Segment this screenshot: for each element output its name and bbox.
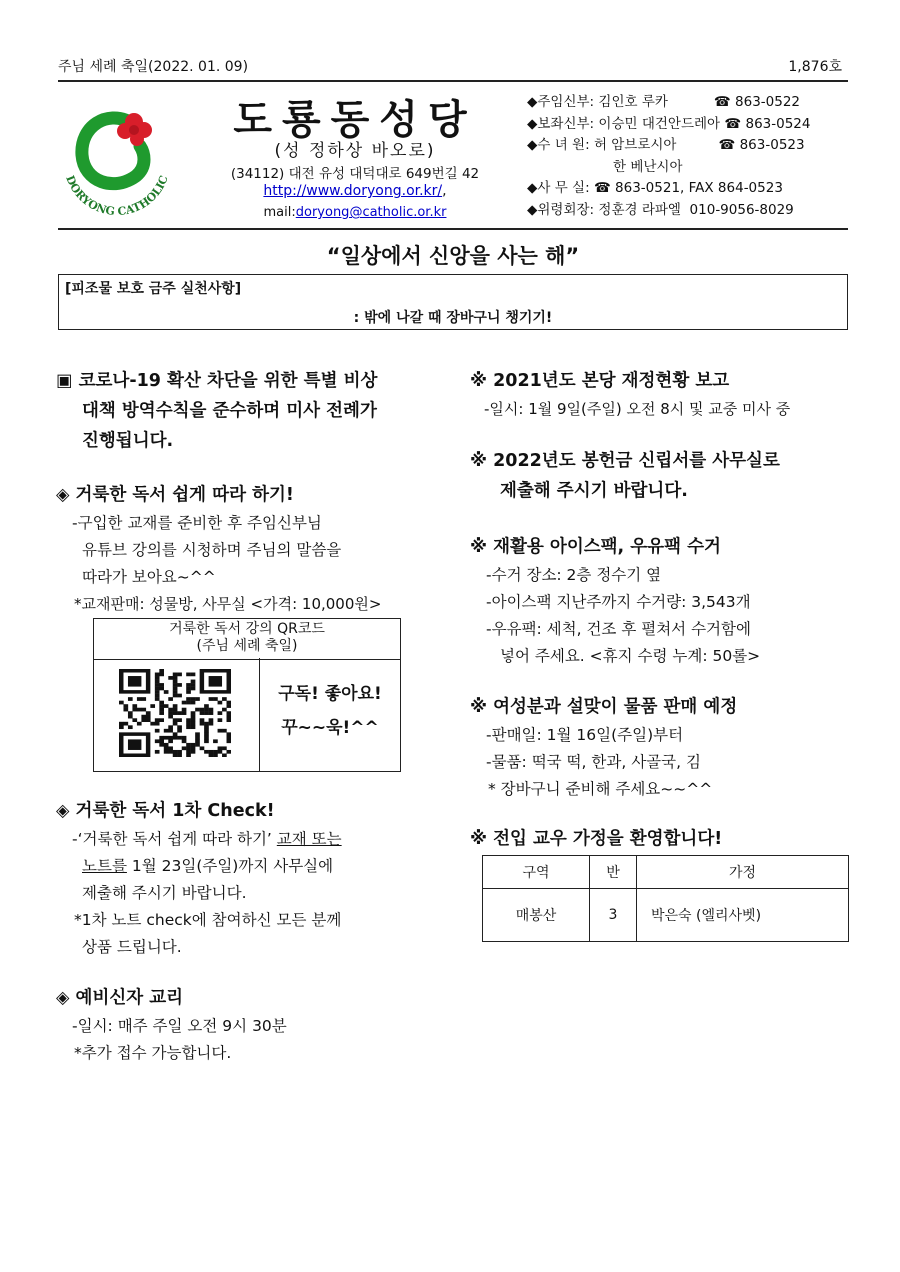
- contact-row: [527, 114, 810, 136]
- contact-name: 한 베난시아: [613, 158, 683, 175]
- header-district: 구역: [483, 856, 590, 889]
- contact-name: 이승민 대건안드레아: [598, 115, 721, 132]
- recycle-line: -수거 장소: 2층 정수기 옆: [486, 566, 662, 584]
- parish-logo: [52, 100, 182, 220]
- mail-line: [205, 205, 505, 220]
- qr-caption-line: 거룩한 독서 강의 QR코드: [169, 621, 325, 637]
- reading-line: 유튜브 강의를 시청하며 주님의 말씀을: [82, 541, 342, 559]
- check-line: *1차 노트 check에 참여하신 모든 분께: [74, 911, 342, 929]
- contact-role: ◆주임신부:: [527, 94, 595, 110]
- sale-line: -판매일: 1월 16일(주일)부터: [486, 726, 684, 744]
- reading-price-line: *교재판매: 성물방, 사무실 <가격: 10,000원>: [74, 595, 382, 613]
- reading-section: [56, 480, 446, 618]
- welcome-title: ※ 전입 교우 가정을 환영합니다!: [470, 829, 723, 849]
- contact-phone: ☎ 863-0522: [713, 94, 801, 110]
- parish-name: 도룡동성당: [233, 97, 477, 143]
- welcome-table: [482, 855, 849, 942]
- reading-line: 따라가 보아요~^^: [82, 568, 216, 586]
- reading-line: -구입한 교재를 준비한 후 주임신부님: [72, 514, 322, 532]
- catechumen-line: *추가 접수 가능합니다.: [74, 1044, 232, 1062]
- recycle-title: ※ 재활용 아이스팩, 우유팩 수거: [470, 537, 721, 557]
- check-section: [56, 796, 446, 961]
- qr-caption-line: (주님 세례 축일): [196, 638, 298, 654]
- offering-section: [470, 446, 850, 506]
- year-slogan: “일상에서 신앙을 사는 해”: [326, 244, 580, 268]
- sale-line: * 장바구니 준비해 주세요~~^^: [488, 780, 713, 798]
- issue-number: 1,876호: [788, 59, 842, 75]
- qr-code[interactable]: [119, 669, 231, 757]
- offering-line: 제출해 주시기 바랍니다.: [500, 481, 688, 501]
- contact-row: [527, 200, 810, 222]
- table-header-row: [483, 856, 849, 889]
- cell-group: 3: [590, 889, 637, 942]
- offering-line: ※ 2022년도 봉헌금 신립서를 사무실로: [470, 451, 780, 471]
- check-line: [56, 826, 446, 853]
- mail-link[interactable]: doryong@catholic.or.kr: [295, 205, 447, 220]
- check-line: 상품 드립니다.: [82, 938, 182, 956]
- logo-text: DORYONG CATHOLIC: [63, 173, 171, 219]
- header-bottom-rule: [58, 228, 848, 230]
- header-family: 가정: [637, 856, 849, 889]
- catechumen-section: [56, 983, 446, 1067]
- qr-box: [93, 618, 401, 772]
- finance-title: ※ 2021년도 본당 재정현황 보고: [470, 371, 730, 391]
- check-title: ◈ 거룩한 독서 1차 Check!: [56, 801, 275, 821]
- contact-row: [527, 135, 810, 157]
- check-underlined: 교재 또는: [276, 830, 342, 848]
- recycle-line: -우유팩: 세척, 건조 후 펼쳐서 수거함에: [486, 620, 751, 638]
- finance-section: [470, 366, 850, 423]
- sale-line: -물품: 떡국 떡, 한과, 사골국, 김: [486, 753, 701, 771]
- corona-notice: [56, 366, 446, 456]
- qr-caption: [94, 621, 400, 660]
- cell-family: 박은숙 (엘리사벳): [637, 889, 849, 942]
- contact-name: 김인호 루카: [598, 94, 668, 110]
- contact-role: ◆보좌신부:: [527, 115, 595, 132]
- finance-line: -일시: 1월 9일(주일) 오전 8시 및 교중 미사 중: [484, 400, 791, 418]
- website-line: [205, 183, 505, 199]
- contact-row: [527, 92, 810, 114]
- check-underlined: 노트를: [82, 857, 127, 875]
- practice-text: : 밖에 나갈 때 장바구니 챙기기!: [353, 310, 553, 326]
- contact-role: ◆수 녀 원:: [527, 137, 590, 153]
- table-row: [483, 889, 849, 942]
- contact-role: ◆사 무 실:: [527, 180, 590, 196]
- catechumen-title: ◈ 예비신자 교리: [56, 988, 184, 1008]
- contact-row: [527, 157, 810, 179]
- qr-subscribe-text: [260, 677, 400, 745]
- parish-patron: (성 정하상 바오로): [274, 141, 436, 161]
- check-text: -‘거룩한 독서 쉽게 따라 하기’: [72, 830, 272, 848]
- header-top-rule: [58, 80, 848, 82]
- practice-label: [피조물 보호 금주 실천사항]: [65, 281, 242, 297]
- qr-sub-line: 구독! 좋아요!: [278, 684, 382, 704]
- recycle-line: 넣어 주세요. <휴지 수령 누계: 50롤>: [500, 647, 761, 665]
- corona-line: 대책 방역수칙을 준수하며 미사 전례가: [82, 401, 377, 421]
- corona-line: 진행됩니다.: [82, 431, 174, 451]
- issue-date: 주님 세례 축일(2022. 01. 09): [58, 59, 249, 75]
- website-link[interactable]: http://www.doryong.or.kr/: [263, 183, 443, 199]
- sale-title: ※ 여성분과 설맞이 물품 판매 예정: [470, 697, 738, 717]
- check-text: 1월 23일(주일)까지 사무실에: [131, 857, 334, 875]
- recycle-line: -아이스팩 지난주까지 수거량: 3,543개: [486, 593, 751, 611]
- recycle-section: [470, 532, 850, 670]
- website-suffix: ,: [442, 183, 447, 199]
- contact-name: ☎ 863-0521, FAX 864-0523: [593, 180, 783, 196]
- contact-phone: ☎ 863-0524: [724, 115, 811, 132]
- corona-line: ▣ 코로나-19 확산 차단을 위한 특별 비상: [56, 371, 378, 391]
- catechumen-line: -일시: 매주 주일 오전 9시 30분: [72, 1017, 287, 1035]
- contact-phone: 010-9056-8029: [689, 201, 794, 218]
- contact-name: 정훈경 라파엘: [598, 201, 681, 218]
- mail-label: mail:: [263, 205, 296, 220]
- check-line: 제출해 주시기 바랍니다.: [82, 884, 247, 902]
- contact-row: [527, 178, 810, 200]
- sale-section: [470, 692, 850, 803]
- check-line: [56, 853, 446, 880]
- header-group: 반: [590, 856, 637, 889]
- welcome-section: [470, 824, 850, 854]
- parish-address: (34112) 대전 유성 대덕대로 649번길 42: [230, 166, 480, 182]
- reading-title: ◈ 거룩한 독서 쉽게 따라 하기!: [56, 485, 294, 505]
- qr-sub-line: 꾸~~욱!^^: [281, 718, 379, 738]
- contact-list: [527, 92, 810, 221]
- contact-role: ◆위령회장:: [527, 201, 595, 218]
- contact-name: 허 암브로시아: [593, 137, 677, 153]
- cell-district: 매봉산: [483, 889, 590, 942]
- practice-box: [58, 274, 848, 330]
- contact-phone: ☎ 863-0523: [718, 137, 805, 153]
